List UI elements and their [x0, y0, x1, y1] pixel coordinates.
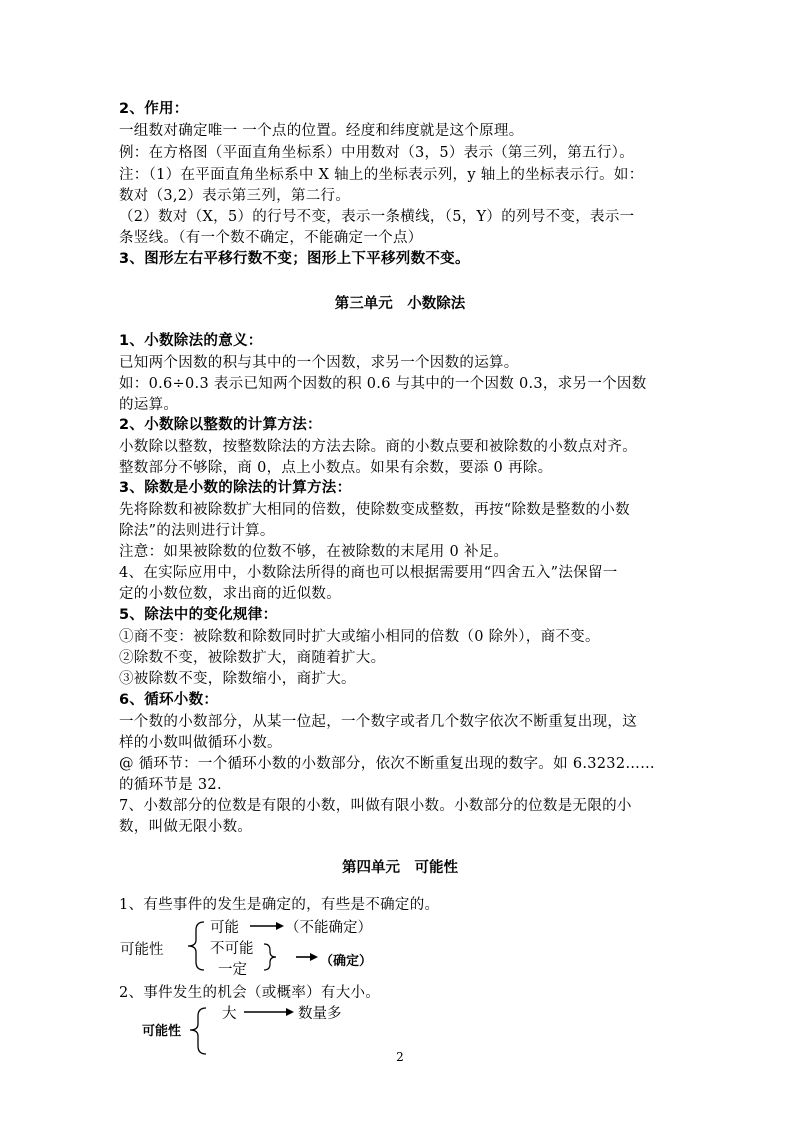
text-line: （2）数对（X，5）的行号不变，表示一条横线，（5，Y）的列号不变，表示一: [119, 209, 635, 225]
text-line: 的运算。: [119, 397, 179, 413]
text-line: 条竖线。（有一个数不确定，不能确定一个点）: [119, 230, 423, 246]
arrow-head-icon: [276, 922, 284, 930]
page-number: 2: [396, 1050, 404, 1064]
text-line: 注意：如果被除数的位数不够，在被除数的末尾用 0 补足。: [119, 544, 509, 560]
text-line: ②除数不变，被除数扩大，商随着扩大。: [119, 650, 386, 666]
text-line: ③被除数不变，除数缩小，商扩大。: [119, 671, 356, 687]
text-line: 一个数的小数部分，从某一位起，一个数字或者几个数字依次不断重复出现，这: [119, 714, 637, 730]
diagram1-group-result: （确定）: [320, 954, 373, 969]
unit3-s3-title: 3、除数是小数的除法的计算方法：: [119, 480, 352, 496]
brace-icon: [190, 1008, 206, 1054]
text-line: 小数除以整数，按整数除法的方法去除。商的小数点要和被除数的小数点对齐。: [119, 439, 637, 455]
diagram1-top-result: （不能确定）: [285, 920, 372, 936]
text-line: 样的小数叫做循环小数。: [119, 735, 282, 751]
diagram2-root: 可能性: [142, 1024, 182, 1039]
arrow-head-icon: [286, 1008, 294, 1016]
diagram2-top: 大: [222, 1006, 237, 1022]
text-line: 数对（3,2）表示第三列，第二行。: [119, 188, 351, 204]
diagram1-mid: 不可能: [210, 941, 254, 957]
text-line: 先将除数和被除数扩大相同的倍数，使除数变成整数，再按“除数是整数的小数: [119, 502, 630, 518]
text-line: 定的小数位数，求出商的近似数。: [119, 586, 341, 602]
right-brace-icon: [264, 944, 276, 970]
text-line: 整数部分不够除，商 0，点上小数点。如果有余数，要添 0 再除。: [119, 460, 553, 476]
unit3-s6-title: 6、循环小数：: [119, 692, 219, 708]
text-line: 数，叫做无限小数。: [119, 819, 253, 835]
unit3-s2-title: 2、小数除以整数的计算方法：: [119, 417, 322, 433]
text-line: 已知两个因数的积与其中的一个因数，求另一个因数的运算。: [119, 355, 519, 371]
text-line: 4、在实际应用中，小数除法所得的商也可以根据需要用“四舍五入”法保留一: [119, 565, 618, 581]
section-title-uses: 2、作用：: [119, 101, 189, 117]
unit3-heading: 第三单元 小数除法: [334, 296, 466, 312]
diagram2-top-result: 数量多: [298, 1006, 342, 1022]
arrow-head-icon: [310, 953, 318, 961]
text-line: 2、事件发生的机会（或概率）有大小。: [119, 985, 381, 1001]
text-line-point3: 3、图形左右平移行数不变；图形上下平移列数不变。: [119, 251, 470, 267]
text-line: 1、有些事件的发生是确定的，有些是不确定的。: [119, 897, 440, 913]
unit4-heading: 第四单元 可能性: [342, 860, 458, 876]
text-line: 7、小数部分的位数是有限的小数，叫做有限小数。小数部分的位数是无限的小: [119, 798, 632, 814]
text-line: @ 循环节：一个循环小数的小数部分，依次不断重复出现的数字。如 6.3232……: [119, 756, 655, 772]
unit3-s1-title: 1、小数除法的意义：: [119, 333, 263, 349]
text-line: 如：0.6÷0.3 表示已知两个因数的积 0.6 与其中的一个因数 0.3，求另一个因数: [119, 376, 647, 392]
diagram1-bottom: 一定: [218, 962, 247, 978]
unit3-s5-title: 5、除法中的变化规律：: [119, 607, 278, 623]
text-line: 一组数对确定唯一 一个点的位置。经度和纬度就是这个原理。: [119, 123, 524, 139]
brace-icon: [188, 922, 204, 970]
diagram1-top: 可能: [210, 920, 239, 936]
text-line: 注：（1）在平面直角坐标系中 X 轴上的坐标表示列，y 轴上的坐标表示行。如：: [119, 167, 644, 183]
text-line: 的循环节是 32.: [119, 777, 222, 793]
diagram1-root: 可能性: [120, 942, 164, 958]
text-line: 除法”的法则进行计算。: [119, 523, 275, 539]
text-line: ①商不变：被除数和除数同时扩大或缩小相同的倍数（0 除外），商不变。: [119, 629, 600, 645]
text-line: 例：在方格图（平面直角坐标系）中用数对（3，5）表示（第三列，第五行）。: [119, 145, 634, 161]
